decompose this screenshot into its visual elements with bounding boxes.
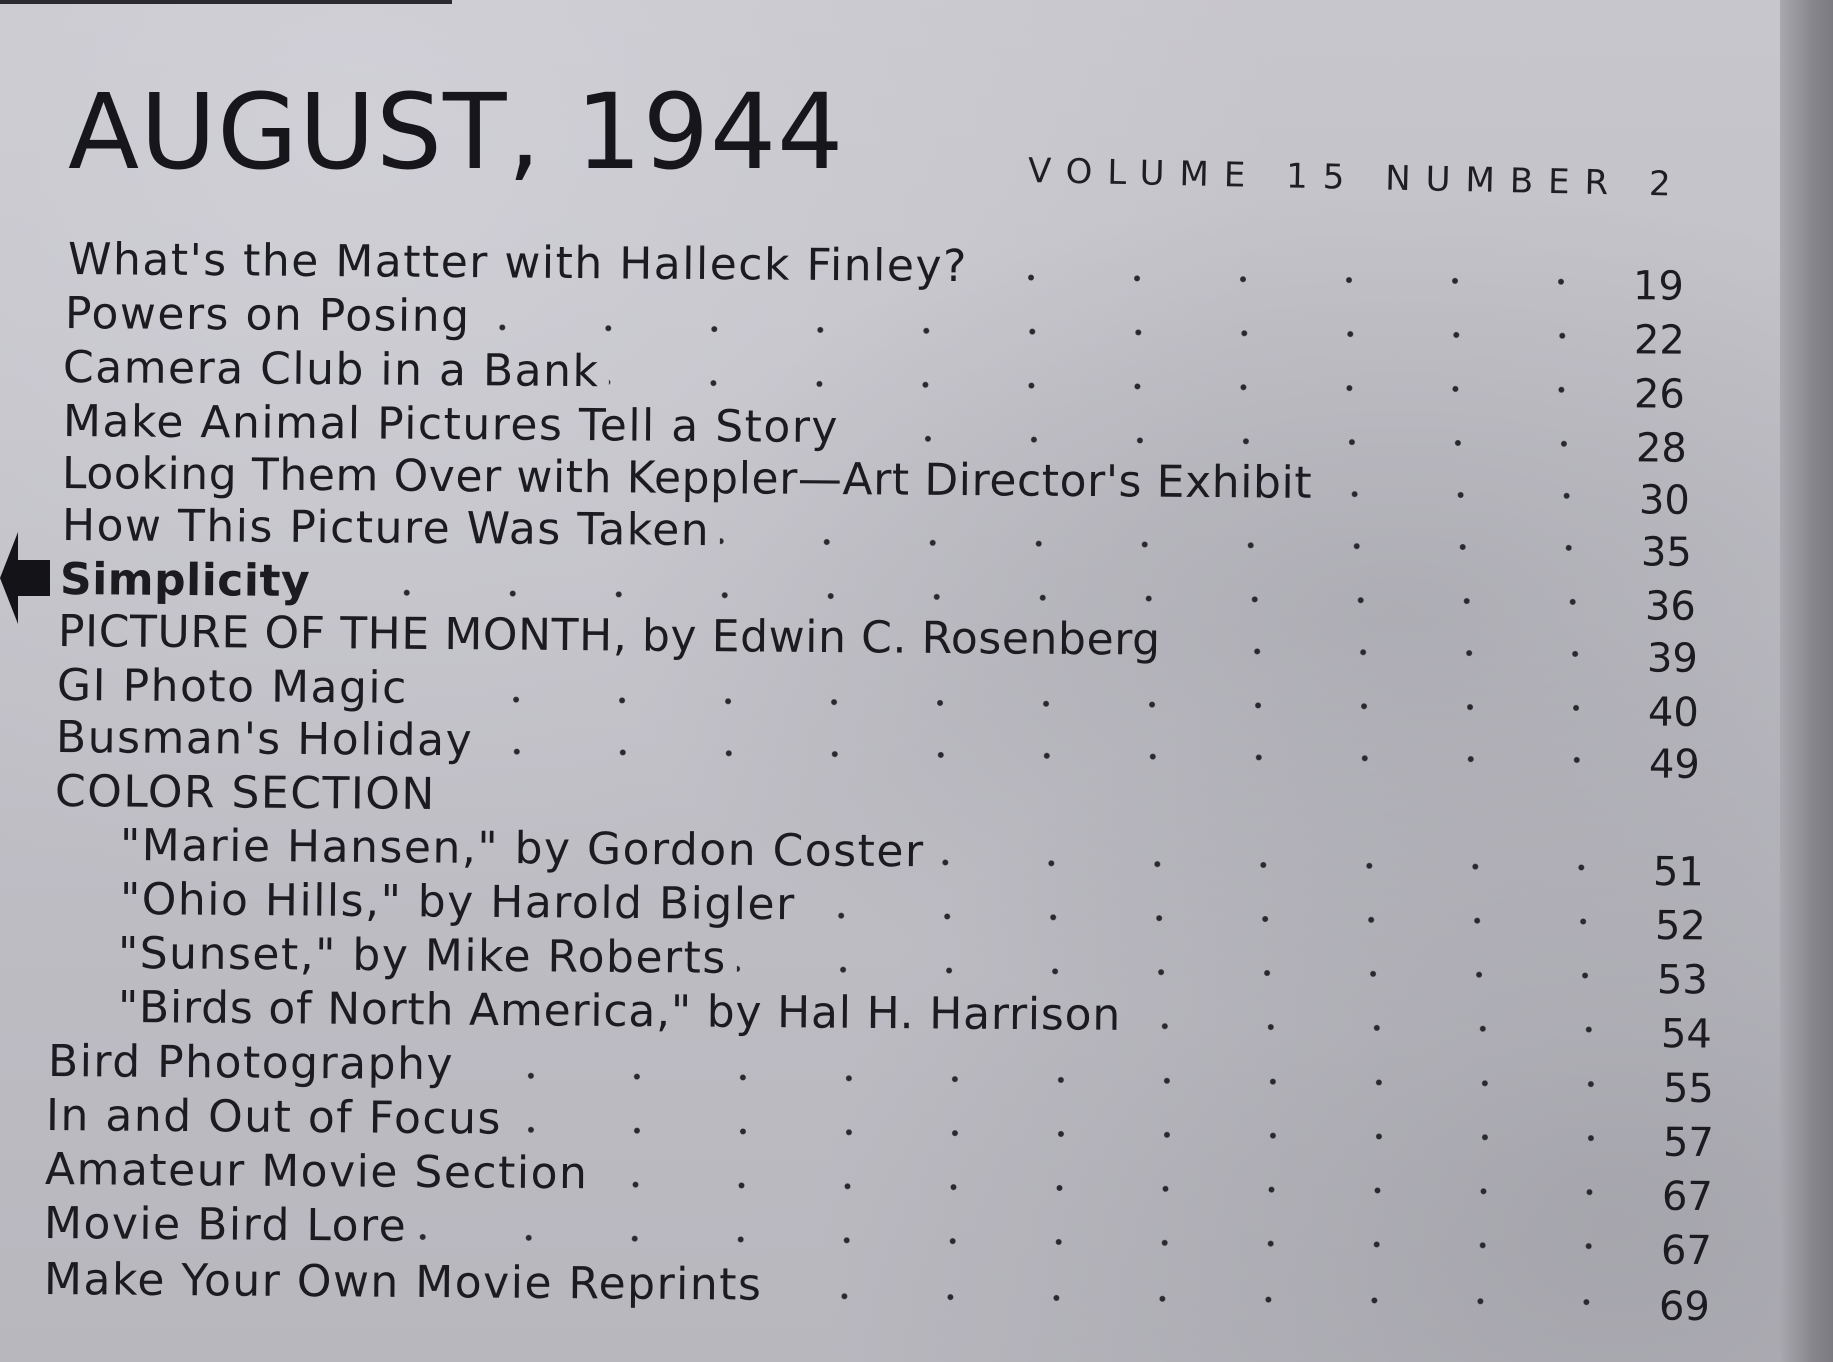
toc-entry-page: 52 bbox=[1654, 903, 1707, 950]
toc-entry-page: 57 bbox=[1662, 1119, 1715, 1167]
dot-leader bbox=[1131, 1022, 1642, 1034]
dot-leader bbox=[480, 323, 1614, 340]
toc-entry-title: "Birds of North America," by Hal H. Harrison bbox=[117, 982, 1122, 1041]
toc-entry-title: In and Out of Focus bbox=[45, 1090, 503, 1145]
toc-entry-page: 30 bbox=[1638, 477, 1691, 524]
toc-entry-title: Powers on Posing bbox=[64, 288, 471, 343]
dot-leader bbox=[609, 378, 1615, 394]
dot-leader bbox=[1171, 647, 1628, 659]
toc-entry-title: "Marie Hansen," by Gordon Coster bbox=[119, 820, 925, 878]
toc-entry-page: 67 bbox=[1661, 1173, 1714, 1221]
issue-date: AUGUST, 1944 bbox=[68, 71, 845, 193]
toc-section-title: COLOR SECTION bbox=[54, 766, 437, 820]
toc-entry-page: 53 bbox=[1656, 957, 1709, 1004]
toc-entry-title: Movie Bird Lore bbox=[43, 1198, 408, 1252]
volume-number-line: VOLUME 15 NUMBER 2 bbox=[1027, 151, 1687, 205]
dot-leader bbox=[464, 1071, 1644, 1088]
dot-leader bbox=[978, 273, 1614, 286]
toc-entry-page: 49 bbox=[1648, 741, 1701, 788]
toc-entry-title: Simplicity bbox=[59, 554, 311, 607]
toc-entry-title: Amateur Movie Section bbox=[44, 1144, 589, 1200]
toc-entry-page: 55 bbox=[1662, 1065, 1715, 1113]
dot-leader bbox=[720, 537, 1622, 552]
dot-leader bbox=[772, 1292, 1640, 1307]
toc-entry-page: 35 bbox=[1640, 529, 1693, 576]
toc-entry-title: "Ohio Hills," by Harold Bigler bbox=[119, 874, 796, 931]
toc-entry-page: 26 bbox=[1633, 371, 1686, 418]
toc-entry-page: 19 bbox=[1632, 263, 1685, 310]
toc-entry-page: 40 bbox=[1647, 689, 1700, 736]
dot-leader bbox=[512, 1126, 1644, 1143]
toc-entry-title: Make Your Own Movie Reprints bbox=[43, 1254, 763, 1311]
toc-entry-page: 67 bbox=[1660, 1227, 1713, 1275]
toc-entry-title: What's the Matter with Halleck Finley? bbox=[67, 234, 969, 293]
dot-leader bbox=[418, 695, 1629, 713]
page-edge-shadow bbox=[1780, 0, 1833, 1362]
toc-entry-page: 54 bbox=[1660, 1011, 1713, 1058]
dot-leader bbox=[483, 747, 1630, 764]
dot-leader bbox=[934, 858, 1633, 871]
dot-leader bbox=[417, 1233, 1642, 1251]
toc-entry-page: 69 bbox=[1658, 1283, 1711, 1331]
dot-leader bbox=[806, 911, 1636, 926]
toc-entry-title: Looking Them Over with Keppler—Art Director's Exhibit bbox=[61, 448, 1313, 509]
toc-entry-title: Camera Club in a Bank bbox=[62, 342, 600, 398]
toc-entry-title: Make Animal Pictures Tell a Story bbox=[62, 396, 840, 454]
toc-entry-title: GI Photo Magic bbox=[56, 660, 409, 714]
toc-entry-title: "Sunset," by Mike Roberts bbox=[117, 928, 727, 984]
toc-entry-page: 36 bbox=[1644, 583, 1697, 630]
toc-entry-page: 39 bbox=[1646, 635, 1699, 682]
toc-entry-title: Busman's Holiday bbox=[55, 712, 474, 767]
toc-entry-title: PICTURE OF THE MONTH, by Edwin C. Rosenberg bbox=[57, 606, 1161, 666]
toc-entry bbox=[43, 1252, 1711, 1331]
toc-entry-page: 28 bbox=[1635, 425, 1688, 472]
arrow-marker-icon bbox=[0, 526, 50, 630]
dot-leader bbox=[598, 1180, 1643, 1196]
toc-entry-title: Bird Photography bbox=[47, 1036, 455, 1091]
dot-leader bbox=[849, 434, 1617, 448]
dot-leader bbox=[1322, 490, 1620, 500]
toc-entry-page: 22 bbox=[1633, 317, 1686, 364]
dot-leader bbox=[737, 965, 1638, 980]
dot-leader bbox=[320, 588, 1626, 606]
toc-entry-title: How This Picture Was Taken bbox=[61, 500, 711, 557]
toc-entry-page: 51 bbox=[1652, 849, 1705, 896]
